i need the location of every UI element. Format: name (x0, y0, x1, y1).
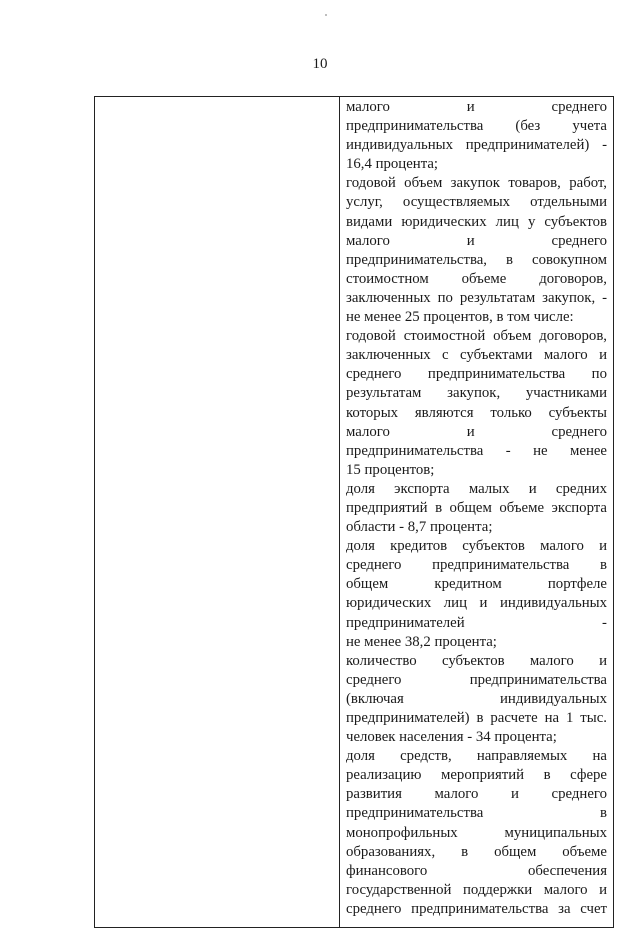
text-line: которых являются только субъекты (346, 404, 607, 421)
text-line: финансового обеспечения (346, 862, 607, 879)
text-line: годовой объем закупок товаров, работ, (346, 175, 607, 192)
text-line: индивидуальных предпринимателей) - (346, 137, 607, 154)
text-line: области - 8,7 процента; (346, 519, 493, 536)
text-line: среднего предпринимательства по (346, 366, 607, 383)
text-line: реализацию мероприятий в сфере (346, 767, 607, 784)
text-line: среднего предпринимательства в (346, 557, 607, 574)
text-line: монопрофильных муниципальных (346, 824, 607, 841)
text-line: видами юридических лиц у субъектов (346, 213, 607, 230)
text-line: предпринимательства, в совокупном (346, 251, 607, 268)
scan-artifact (325, 14, 327, 16)
text-line: 16,4 процента; (346, 156, 439, 173)
text-line: предпринимательства (без учета (346, 118, 607, 135)
text-line: предприятий в общем объеме экспорта (346, 499, 607, 516)
text-line: предпринимательства в (346, 805, 607, 822)
table-left-cell (95, 97, 340, 927)
text-line: годовой стоимостной объем договоров, (346, 328, 607, 345)
text-line: заключенных с субъектами малого и (346, 347, 607, 364)
table-right-cell (340, 97, 613, 927)
text-line: предпринимателей - (346, 614, 607, 631)
text-line: стоимостном объеме договоров, (346, 270, 607, 287)
text-line: результатам закупок, участниками (346, 385, 607, 402)
text-line: доля средств, направляемых на (346, 748, 607, 765)
text-line: не менее 38,2 процента; (346, 633, 497, 650)
text-line: предпринимательства - не менее (346, 442, 607, 459)
text-line: 15 процентов; (346, 461, 435, 478)
text-line: предпринимателей) в расчете на 1 тыс. (346, 710, 607, 726)
page-number: 10 (312, 56, 328, 72)
text-line: малого и среднего (346, 232, 607, 249)
text-line: общем кредитном портфеле (346, 576, 607, 593)
text-line: (включая индивидуальных (346, 690, 607, 707)
text-line: заключенных по результатам закупок, - (346, 289, 607, 306)
text-line: среднего предпринимательства (346, 671, 607, 688)
text-line: малого и среднего (346, 99, 607, 115)
text-line: человек населения - 34 процента; (346, 729, 557, 746)
text-line: юридических лиц и индивидуальных (346, 595, 607, 612)
text-line: образованиях, в общем объеме (346, 843, 607, 860)
text-line: доля кредитов субъектов малого и (346, 538, 607, 555)
document-table (94, 96, 614, 928)
text-line: государственной поддержки малого и (346, 881, 607, 898)
text-line: среднего предпринимательства за счет (346, 900, 607, 917)
text-line: количество субъектов малого и (346, 652, 607, 669)
text-line: услуг, осуществляемых отдельными (346, 194, 607, 211)
text-line: развития малого и среднего (346, 786, 607, 803)
text-line: доля экспорта малых и средних (346, 480, 607, 497)
text-line: не менее 25 процентов, в том числе: (346, 309, 574, 326)
text-line: малого и среднего (346, 423, 607, 440)
